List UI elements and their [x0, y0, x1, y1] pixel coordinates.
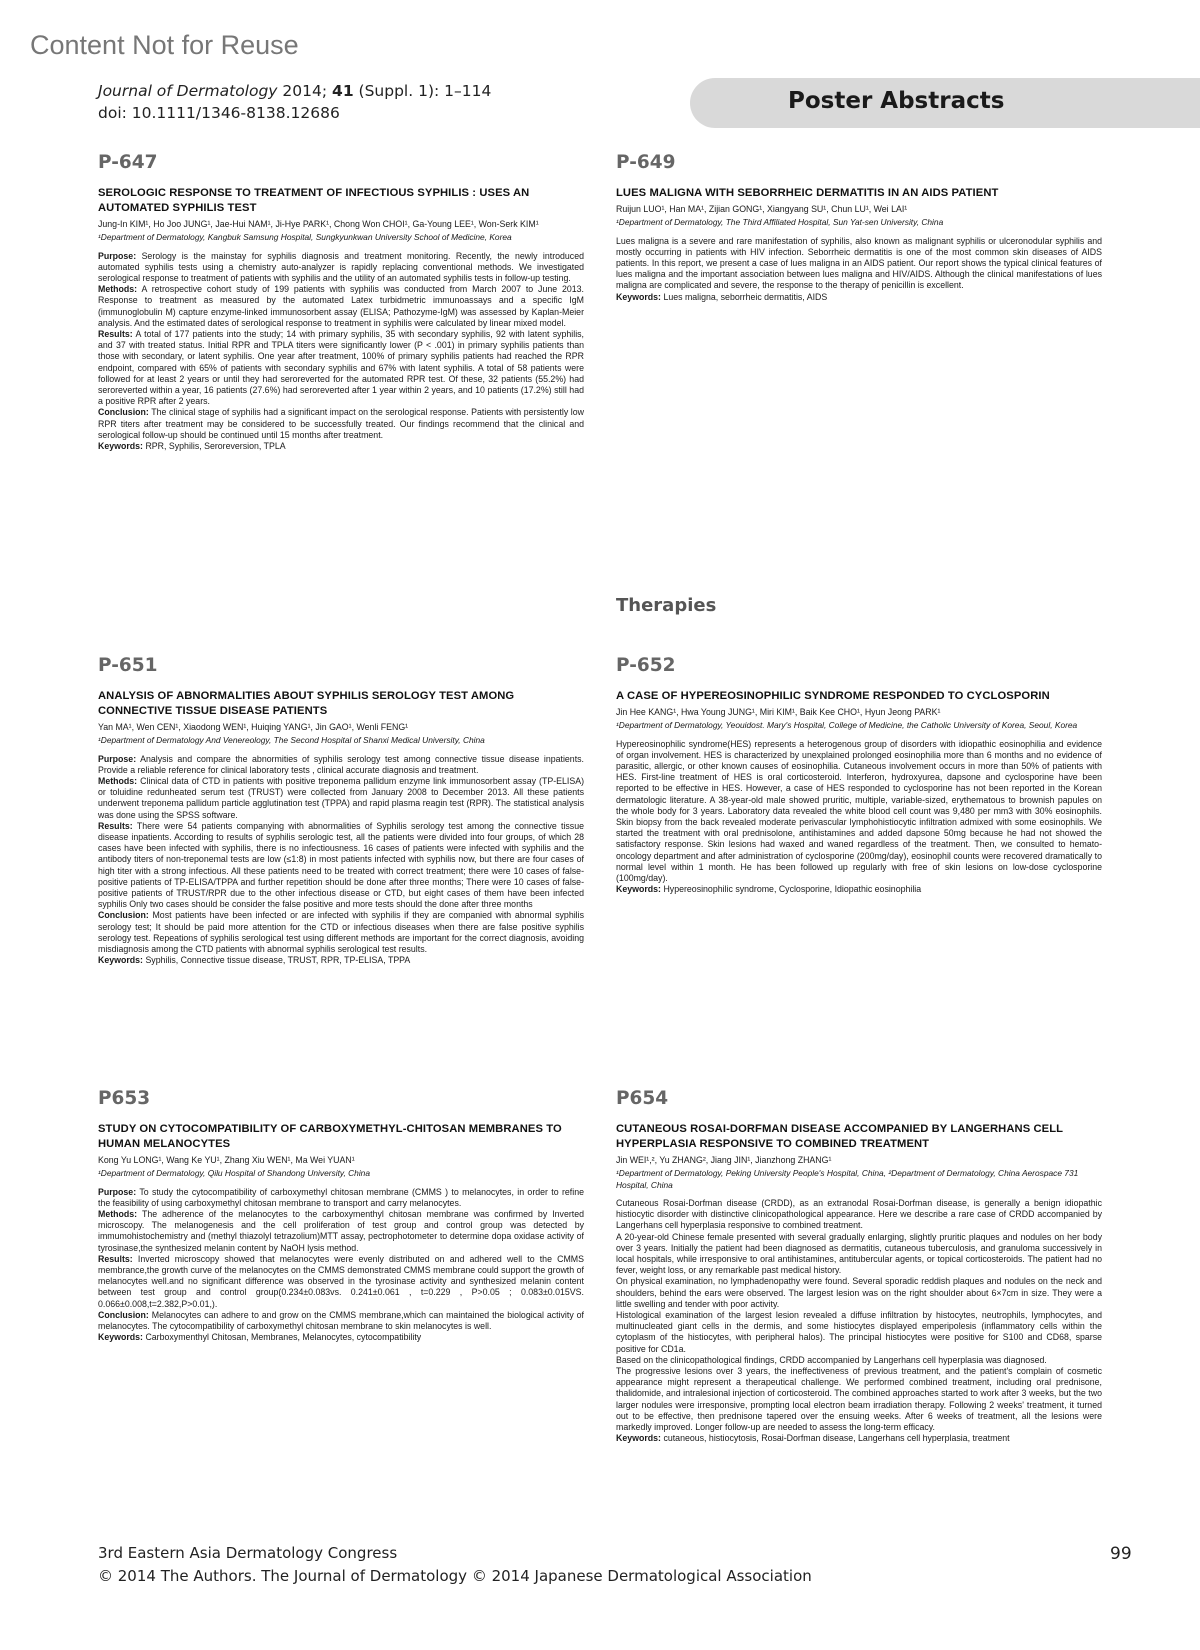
section-text: The adherence of the melanocytes to the carboxymenthyl chitosan membrane was confirmed by Inverted microscopy. The melanogenesis and the cell proliferation of test group and control group was detected by immumohistochemistry and (methyl thiazolyl tetrazolium)MTT assay, pectrophotometer to determine dopa oxidase activity of tyrosinase,the synthesized melanin content by NaOH lysis method. [98, 1208, 585, 1253]
section-heading-therapies: Therapies [616, 595, 717, 616]
section-text: Hypereosinophilic syndrome(HES) represents a heterogenous group of disorders with idiopathic eosinophilia and evidence of organ involvement. HES is characterized by unexplained prolonged eosinophilia more than 6 months and no evidence of parasitic, allergic, or other known causes of eosinophilia. Cutaneous involvement occurs in more than 50% of patients with HES. First-line treatment of HES is oral corticosteroid. Interferon, hydroxyurea, dapsone and cyclosporine have been reported to be effective in HES. However, a case of HES responded to cyclosporine has not been reported in the Korean dermatologic literature. A 38-year-old male showed pruritic, multiple, variable-sized, erythematous to brownish papules on the whole body for 3 years. Laboratory data revealed the white blood cell count was 9,480 per mm3 with 30% eosinophils. Skin biopsy from the back revealed moderate perivascular lymphohistiocytic infiltration admixed with some eosinophils. We started the treatment with oral prednisolone, antihistamines and added dapsone 50mg because he had not showed the satisfactory response. Skin lesions had waxed and waned regardless of the treatment. Then, we consulted to hemato-oncology department and after administration of cyclosporine (200mg/day), eosinophil counts were recovered dramatically to normal level within 1 month. He has been followed up regularly with free of skin lesions on low-dose cyclosporine (100mg/day). [616, 738, 1102, 883]
keywords-label: Keywords: [616, 1433, 661, 1444]
abstract-body [616, 1198, 1102, 1444]
keywords-text: Hypereosinophilic syndrome, Cyclosporine, Idiopathic eosinophilia [663, 884, 922, 895]
section-label: Conclusion: [98, 1309, 149, 1320]
abstract-title: LUES MALIGNA WITH SEBORRHEIC DERMATITIS IN AN AIDS PATIENT [616, 187, 999, 199]
journal-doi[interactable]: doi: 10.1111/1346-8138.12686 [98, 104, 340, 122]
abstract-id: P-649 [616, 152, 676, 173]
abstract-paragraph [98, 754, 584, 776]
keywords-label: Keywords: [98, 440, 143, 451]
abstract-p653 [98, 1088, 584, 1343]
abstract-title: CUTANEOUS ROSAI-DORFMAN DISEASE ACCOMPANIED BY LANGERHANS CELL HYPERPLASIA RESPONSIVE TO COMBINED TREATMENT [616, 1123, 1063, 1150]
footer-congress: 3rd Eastern Asia Dermatology Congress [98, 1544, 398, 1562]
abstract-authors: Jin Hee KANG¹, Hwa Young JUNG¹, Miri KIM¹, Baik Kee CHO¹, Hyun Jeong PARK¹ [616, 707, 941, 717]
section-text: Cutaneous Rosai-Dorfman disease (CRDD), as an extranodal Rosai-Dorfman disease, is generally a benign idiopathic histiocytic disorder with distinctive clinicopathological appearance. Here we describe a rare case of CRDD accompanied by Langerhans cell hyperplasia responsive to combined treatment. [616, 1198, 1102, 1231]
abstract-paragraph [98, 776, 584, 821]
section-text: The progressive lesions over 3 years, the ineffectiveness of previous treatment, and the patient's complain of cosmetic appearance might represent a therapeutical challenge. We performed combined treatment, including oral prednisone, thalidomide, and intralesional injection of corticosteroid. The combined approaches started to work after 3 weeks, but the two larger nodules were irresponsive, prompting local electron beam irradiation therapy. Following 2 weeks' treatment, it turned out to be effective, then prednisone tapered over the ensuing weeks. After 6 weeks of treatment, all the lesions were markedly improved. Longer follow-up are needed to assess the long-term efficacy. [616, 1366, 1102, 1433]
section-text: Inverted microscopy showed that melanocytes were evenly distributed on and adhered well to the CMMS membrance,the growth curve of the melanocytes on the CMMS demonstrated CMMS membrane could support the growth of melanocytes well.and no significant difference was observed in the tyrosinase activity and synthesized melanin content between test group and control group(0.234±0.083vs. 0.241±0.061 , t=0.229 , P>0.05 ; 0.083±0.015VS. 0.066±0.008,t=2.382,P>0.01,). [98, 1253, 584, 1309]
abstract-title: ANALYSIS OF ABNORMALITIES ABOUT SYPHILIS SEROLOGY TEST AMONG CONNECTIVE TISSUE DISEASE PATIENTS [98, 690, 515, 717]
keywords-label: Keywords: [98, 1332, 143, 1343]
section-label: Purpose: [98, 1186, 137, 1197]
section-text: Clinical data of CTD in patients with positive treponema pallidum enzyme link immunosorbent assay (TP-ELISA) or toluidine redunheated serum test (TRUST) were collected from January 2008 to December 2013. All these patients underwent treponema pallidum particle agglutination test (TPPA) and rapid plasma reagin test (RPR). The statistical analysis was done using the SPSS software. [98, 775, 584, 820]
abstract-paragraph [98, 251, 584, 285]
abstract-authors: Ruijun LUO¹, Han MA¹, Zijian GONG¹, Xiangyang SU¹, Chun LU¹, Wei LAI¹ [616, 204, 908, 214]
abstract-p654 [616, 1088, 1102, 1444]
abstract-p652 [616, 655, 1102, 895]
abstract-id: P-651 [98, 655, 158, 676]
section-text: Melanocytes can adhere to and grow on the CMMS membrane,which can maintained the biological activity of melanocytes. The cytocompatibility of carboxymethyl chitosan membrane to skin melanocytes is well. [98, 1309, 584, 1331]
section-text: Serology is the mainstay for syphilis diagnosis and treatment monitoring. Recently, the newly introduced automated syphilis tests using a chemistry auto-analyzer is rapidly replacing conventional methods. We investigated serological response to treatment of patients with syphilis and the utility of an automated syphilis tests in follow-up testing. [98, 250, 584, 283]
abstract-authors: Yan MA¹, Wen CEN¹, Xiaodong WEN¹, Huiqing YANG¹, Jin GAO¹, Wenli FENG¹ [98, 722, 409, 732]
abstract-paragraph [616, 739, 1102, 885]
abstract-affiliation: ¹Department of Dermatology, Qilu Hospital of Shandong University, China [98, 1168, 371, 1178]
section-label: Conclusion: [98, 407, 149, 418]
abstract-p649 [616, 152, 1102, 303]
abstract-affiliation: ¹Department of Dermatology, Kangbuk Samsung Hospital, Sungkyunkwan University School of Medicine, Korea [98, 232, 512, 242]
section-text: A retrospective cohort study of 199 patients with syphilis was conducted from March 2007 to June 2013. Response to treatment as measured by the automated Latex turbidmetric immunoassays and a specific IgM (immunoglobulin M) capture enzyme-linked immunosorbent assay (ELISA; Pathozyme-IgM) was assessed by Kaplan-Meier analysis. And the estimated dates of serological response to treatment in syphilis were calculated by linear mixed model. [98, 284, 584, 328]
keywords-text: Syphilis, Connective tissue disease, TRUST, RPR, TP-ELISA, TPPA [145, 955, 411, 966]
section-text: There were 54 patients companying with abnormalities of Syphilis serology test among the connective tissue disease inpatients. According to results of syphilis serologic test, all the patients were divided into four groups, of which 28 cases have been infected with syphilis, there is no infectiousness. 16 cases of patients were infected with syphilis and the antibody titers of non-treponemal tests are low (≤1:8) in most patients infected with syphilis now, but there are four cases of high titer with a strong infectious. All these patients need to be treated with correct treatment; there were 10 cases of false-positive patients of TP-ELISA/TPPA and further repetition should be done after three months; There were 10 cases of false-positive patients of TRUST/RPR due to the other infectious disease or CTD, but eight cases of them have been infected syphilis Only two cases should be consider the false positive and more tests should the done after three months [98, 820, 584, 910]
section-text: Based on the clinicopathological findings, CRDD accompanied by Langerhans cell hyperplasia was diagnosed. [616, 1354, 1047, 1365]
abstract-paragraph [98, 1254, 584, 1310]
page-number: 99 [1110, 1544, 1132, 1564]
journal-year: 2014; [282, 82, 328, 100]
section-label: Methods: [98, 775, 138, 786]
keywords-text: Lues maligna, seborrheic dermatitis, AIDS [663, 291, 828, 302]
abstract-p647 [98, 152, 584, 452]
abstract-paragraph [616, 1232, 1102, 1277]
section-banner [690, 78, 1200, 128]
abstract-affiliation: ¹Department of Dermatology And Venereology, The Second Hospital of Shanxi Medical University, China [98, 735, 485, 745]
section-label: Results: [98, 820, 133, 831]
section-text: Histological examination of the largest lesion revealed a diffuse infiltration by histocytes, neutrophils, lymphocytes, and multinucleated giant cells in the dermis, and some histiocytes displayed emperipolesis (inflammatory cells within the cytoplasm of the histiocytes, with peripheral halos). The principal histiocytes were positive for S100 and CD68, sparse positive for CD1a. [616, 1310, 1102, 1354]
abstract-id: P654 [616, 1088, 669, 1109]
section-text: To study the cytocompatibility of carboxymethyl chitosan membrane (CMMS ) to melanocytes, in order to refine the feasibility of using carboxymethyl chitosan membrane to transport and carry melanocytes. [98, 1186, 584, 1208]
abstract-body [98, 1187, 584, 1344]
abstract-authors: Jin WEI¹,², Yu ZHANG², Jiang JIN¹, Jianzhong ZHANG¹ [616, 1155, 832, 1165]
abstract-paragraph [98, 821, 584, 911]
abstract-paragraph [98, 284, 584, 329]
section-label: Purpose: [98, 250, 137, 261]
abstract-body [616, 236, 1102, 303]
abstract-p651 [98, 655, 584, 966]
abstract-paragraph [616, 1355, 1102, 1366]
abstract-id: P-652 [616, 655, 676, 676]
abstract-paragraph [98, 407, 584, 441]
abstract-paragraph [98, 1209, 584, 1254]
journal-line [98, 80, 491, 102]
section-label: Results: [98, 328, 133, 339]
abstract-keywords [616, 292, 1102, 303]
journal-citation [98, 80, 491, 124]
abstract-id: P653 [98, 1088, 151, 1109]
banner-title: Poster Abstracts [788, 88, 1005, 114]
abstract-paragraph [98, 910, 584, 955]
section-label: Purpose: [98, 753, 137, 764]
section-text: Most patients have been infected or are infected with syphilis if they are companied with abnormal syphilis serology test; It should be paid more attention for the CTD or infectious diseases when there are false positive syphilis serology test. Repeations of syphilis serological test using different methods are important for the correct diagnosis, avoiding misdiagnosis among the CTD patients with abnormal syphilis serological test results. [98, 910, 584, 954]
section-text: The clinical stage of syphilis had a significant impact on the serological response. Patients with persistently low RPR titers after treatment may be considered to be successfully treated. Our findings recommend that the clinical and serological follow-up should be continued until 15 months after treatment. [98, 407, 584, 440]
keywords-label: Keywords: [98, 955, 143, 966]
abstract-id: P-647 [98, 152, 158, 173]
abstract-affiliation: ¹Department of Dermatology, Peking University People's Hospital, China, ²Department of Dermatology, China Aerospace 731 Hospital, China [616, 1168, 1079, 1190]
abstract-paragraph [98, 1187, 584, 1209]
abstract-body [98, 251, 584, 453]
abstract-title: SEROLOGIC RESPONSE TO TREATMENT OF INFECTIOUS SYPHILIS : USES AN AUTOMATED SYPHILIS TEST [98, 187, 530, 214]
abstract-paragraph [98, 1310, 584, 1332]
journal-volume: 41 [332, 82, 354, 100]
abstract-affiliation: ¹Department of Dermatology, The Third Affiliated Hospital, Sun Yat-sen University, China [616, 217, 944, 227]
section-label: Methods: [98, 1208, 138, 1219]
abstract-body [616, 739, 1102, 896]
abstract-affiliation: ¹Department of Dermatology, Yeouidost. Mary's Hospital, College of Medicine, the Catholic University of Korea, Seoul, Korea [616, 720, 1078, 730]
section-text: On physical examination, no lymphadenopathy were found. Several sporadic reddish plaques and nodules on the neck and shoulders, behind the ears were observed. The largest lesion was on the right shoulder about 6×7cm in size. They were a little swelling and tender with poor activity. [616, 1276, 1102, 1309]
watermark: Content Not for Reuse [30, 30, 299, 60]
keywords-label: Keywords: [616, 291, 661, 302]
abstract-body [98, 754, 584, 967]
section-text: Analysis and compare the abnormities of syphilis serology test among connective tissue disease inpatients. Provide a reliable reference for clinical laboratory tests , clinical accurate diagnosis and treatment. [98, 753, 584, 775]
abstract-authors: Kong Yu LONG¹, Wang Ke YU¹, Zhang Xiu WEN¹, Ma Wei YUAN¹ [98, 1155, 355, 1165]
abstract-title: STUDY ON CYTOCOMPATIBILITY OF CARBOXYMETHYL-CHITOSAN MEMBRANES TO HUMAN MELANOCYTES [98, 1123, 562, 1150]
abstract-authors: Jung-In KIM¹, Ho Joo JUNG¹, Jae-Hui NAM¹, Ji-Hye PARK¹, Chong Won CHOI¹, Ga-Young LEE¹, Won-Serk KIM¹ [98, 219, 539, 229]
section-text: Lues maligna is a severe and rare manifestation of syphilis, also known as malignant syphilis or ulceronodular syphilis and mostly occurring in patients with HIV infection. Seborrheic dermatitis is one of the most common skin diseases of AIDS patients. In this report, we present a case of lues maligna in an AIDS patient. Our report shows the typical clinical features of lues maligna and the important association between lues maligna and HIV/AIDS. Although the clinical manifestations of lues maligna are complicated and severe, the response to the therapy of penicillin is excellent. [616, 235, 1102, 291]
abstract-paragraph [98, 329, 584, 407]
abstract-keywords [98, 955, 584, 966]
footer-copyright: © 2014 The Authors. The Journal of Dermatology © 2014 Japanese Dermatological Association [98, 1567, 812, 1585]
abstract-keywords [616, 884, 1102, 895]
journal-supplement: (Suppl. 1): 1–114 [358, 82, 492, 100]
section-text: A total of 177 patients into the study; 14 with primary syphilis, 35 with secondary syphilis, 92 with latent syphilis, and 37 with treated status. Initial RPR and TPLA titers were significantly lower (P < .001) in primary syphilis patients than those with secondary, or latent syphilis. One year after treatment, 100% of primary syphilis patients had reached the RPR endpoint, compared with 65% of patients with secondary syphilis and 67% with latent syphilis. A total of 58 patients were followed for at least 2 years or until they had seroreverted for the automated RPR test. Of these, 32 patients (55.2%) had seroreverted within a year, 16 patients (27.6%) had seroreverted after 1 year within 2 years, and 10 patients (17.2%) still had a positive RPR after 2 years. [98, 328, 584, 407]
keywords-text: RPR, Syphilis, Seroreversion, TPLA [145, 440, 286, 451]
abstract-keywords [616, 1433, 1102, 1444]
section-label: Methods: [98, 284, 138, 295]
abstract-paragraph [616, 1198, 1102, 1232]
keywords-text: Carboxymenthyl Chitosan, Membranes, Melanocytes, cytocompatibility [145, 1332, 422, 1343]
abstract-paragraph [616, 1310, 1102, 1355]
section-label: Results: [98, 1253, 133, 1264]
abstract-paragraph [616, 1366, 1102, 1433]
section-text: A 20-year-old Chinese female presented with several gradually enlarging, slightly pruritic plaques and nodules on her body over 3 years. Initially the patient had been diagnosed as dermatitis, cutaneous tuberculosis, and granuloma successively in local hospitals, while irresponsive to oral antihistamines, antitubercular agents, or topical corticosteroids. The patient had no fever, weight loss, or any remarkable past medical history. [616, 1231, 1102, 1276]
abstract-keywords [98, 1332, 584, 1343]
keywords-text: cutaneous, histiocytosis, Rosai-Dorfman disease, Langerhans cell hyperplasia, treatment [663, 1433, 1010, 1444]
abstract-paragraph [616, 1276, 1102, 1310]
section-label: Conclusion: [98, 910, 149, 921]
journal-name: Journal of Dermatology [98, 82, 278, 100]
abstract-title: A CASE OF HYPEREOSINOPHILIC SYNDROME RESPONDED TO CYCLOSPORIN [616, 690, 1050, 702]
abstract-keywords [98, 441, 584, 452]
abstract-paragraph [616, 236, 1102, 292]
keywords-label: Keywords: [616, 884, 661, 895]
